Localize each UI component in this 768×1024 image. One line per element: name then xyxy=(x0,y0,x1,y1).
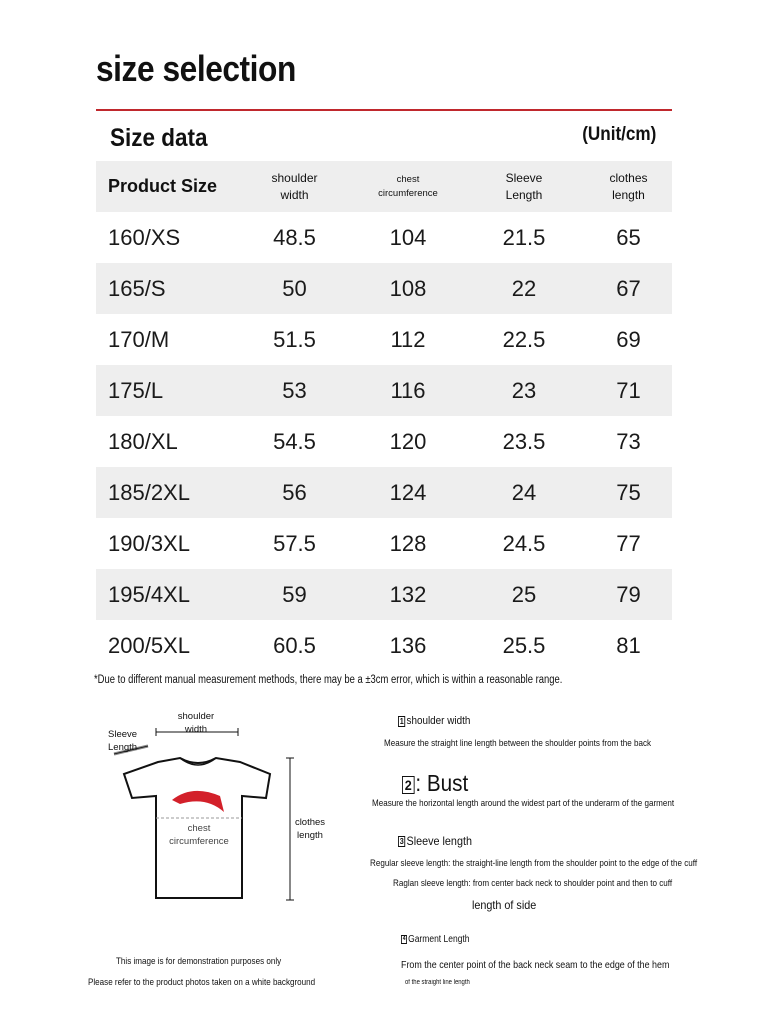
header-sleeve-length: Sleeve Length xyxy=(505,170,543,202)
table-row xyxy=(96,212,672,263)
cell-clothes-length: 81 xyxy=(616,632,641,658)
table-row xyxy=(96,416,672,467)
cell-sleeve-length: 23.5 xyxy=(502,428,546,454)
cell-shoulder-width: 48.5 xyxy=(273,224,316,250)
cell-shoulder-width: 51.5 xyxy=(273,326,316,352)
cell-product-size: 165/S xyxy=(108,275,166,301)
cell-chest-circumference: 128 xyxy=(389,530,427,556)
cell-product-size: 170/M xyxy=(108,326,170,352)
cell-chest-circumference: 136 xyxy=(389,632,427,658)
table-row xyxy=(96,314,672,365)
diagram-chest-label: chest circumference xyxy=(169,823,229,847)
cell-sleeve-length: 22 xyxy=(511,275,537,301)
table-row xyxy=(96,365,672,416)
page-title: size selection xyxy=(96,48,296,89)
header-product-size: Product Size xyxy=(108,176,218,196)
cell-product-size: 175/L xyxy=(108,377,164,403)
cell-chest-circumference: 104 xyxy=(389,224,427,250)
table-row xyxy=(96,263,672,314)
definition-sleeve-title: 3 Sleeve length xyxy=(399,834,472,848)
cell-shoulder-width: 54.5 xyxy=(273,428,316,454)
cell-chest-circumference: 112 xyxy=(390,326,426,352)
tshirt-diagram xyxy=(100,700,340,920)
cell-sleeve-length: 24.5 xyxy=(502,530,546,556)
table-row xyxy=(96,620,672,671)
diagram-shoulder-label: shoulder width xyxy=(177,711,215,735)
cell-clothes-length: 71 xyxy=(616,377,641,403)
cell-shoulder-width: 50 xyxy=(282,275,307,301)
diagram-clothes-label: clothes length xyxy=(294,817,326,841)
table-row xyxy=(96,518,672,569)
bust-marker: 2 xyxy=(402,776,414,794)
cell-product-size: 190/3XL xyxy=(108,530,190,556)
cell-sleeve-length: 22.5 xyxy=(502,326,546,352)
title-divider xyxy=(96,109,672,111)
demo-note-line2: Please refer to the product photos taken on a white background xyxy=(88,977,316,988)
cell-clothes-length: 67 xyxy=(616,275,641,301)
definition-garment-line2: of the straight line length xyxy=(405,979,470,986)
cell-clothes-length: 65 xyxy=(616,224,641,250)
diagram-sleeve-label: Sleeve Length xyxy=(108,729,138,753)
cell-chest-circumference: 132 xyxy=(389,581,427,607)
table-row xyxy=(96,569,672,620)
header-shoulder-width: shoulder width xyxy=(271,170,318,202)
cell-sleeve-length: 25.5 xyxy=(502,632,546,658)
table-body xyxy=(96,212,672,671)
definition-bust-text: Measure the horizontal length around the widest part of the underarm of the garment xyxy=(372,798,675,809)
definition-sleeve-line3: length of side xyxy=(472,898,537,912)
unit-label: (Unit/cm) xyxy=(581,124,656,145)
cell-product-size: 185/2XL xyxy=(108,479,190,505)
cell-chest-circumference: 116 xyxy=(390,377,426,403)
cell-chest-circumference: 120 xyxy=(389,428,427,454)
number-marker-icon: 4 xyxy=(402,935,406,942)
cell-shoulder-width: 59 xyxy=(282,581,307,607)
cell-clothes-length: 77 xyxy=(616,530,641,556)
definition-shoulder-text: Measure the straight line length between the shoulder points from the back xyxy=(384,738,652,749)
cell-product-size: 195/4XL xyxy=(108,581,190,607)
cell-clothes-length: 79 xyxy=(616,581,641,607)
definition-garment-title: 4 Garment Length xyxy=(402,934,470,945)
number-marker-icon: 1 xyxy=(399,716,404,726)
cell-sleeve-length: 24 xyxy=(511,479,537,505)
demo-note-line1: This image is for demonstration purposes only xyxy=(116,956,282,967)
cell-sleeve-length: 23 xyxy=(511,377,537,403)
header-chest-circumference: chest circumference xyxy=(378,173,438,199)
cell-clothes-length: 75 xyxy=(616,479,641,505)
definition-garment-line1: From the center point of the back neck seam to the edge of the hem xyxy=(401,959,670,971)
cell-clothes-length: 69 xyxy=(616,326,641,352)
header-clothes-length: clothes length xyxy=(609,170,648,202)
table-header-row xyxy=(96,161,672,212)
cell-chest-circumference: 108 xyxy=(389,275,427,301)
cell-sleeve-length: 25 xyxy=(511,581,537,607)
definition-sleeve-line2: Raglan sleeve length: from center back neck to shoulder point and then to cuff xyxy=(393,878,673,889)
measurement-note: *Due to different manual measurement methods, there may be a ±3cm error, which is within a reasonable range. xyxy=(94,674,563,686)
cell-shoulder-width: 53 xyxy=(282,377,307,403)
cell-product-size: 160/XS xyxy=(108,224,181,250)
section-title: Size data xyxy=(110,124,208,152)
definition-shoulder-title: 1 shoulder width xyxy=(399,715,471,727)
table-row xyxy=(96,467,672,518)
cell-product-size: 180/XL xyxy=(108,428,178,454)
cell-chest-circumference: 124 xyxy=(389,479,427,505)
cell-shoulder-width: 57.5 xyxy=(273,530,316,556)
definition-bust-title: 2 : Bust xyxy=(402,770,468,797)
cell-clothes-length: 73 xyxy=(616,428,641,454)
cell-product-size: 200/5XL xyxy=(108,632,190,658)
cell-shoulder-width: 56 xyxy=(282,479,307,505)
definition-sleeve-line1: Regular sleeve length: the straight-line length from the shoulder point to the edge of the cuff xyxy=(370,858,698,869)
number-marker-icon: 3 xyxy=(399,837,404,847)
cell-sleeve-length: 21.5 xyxy=(502,224,546,250)
cell-shoulder-width: 60.5 xyxy=(273,632,316,658)
size-table xyxy=(96,161,672,671)
